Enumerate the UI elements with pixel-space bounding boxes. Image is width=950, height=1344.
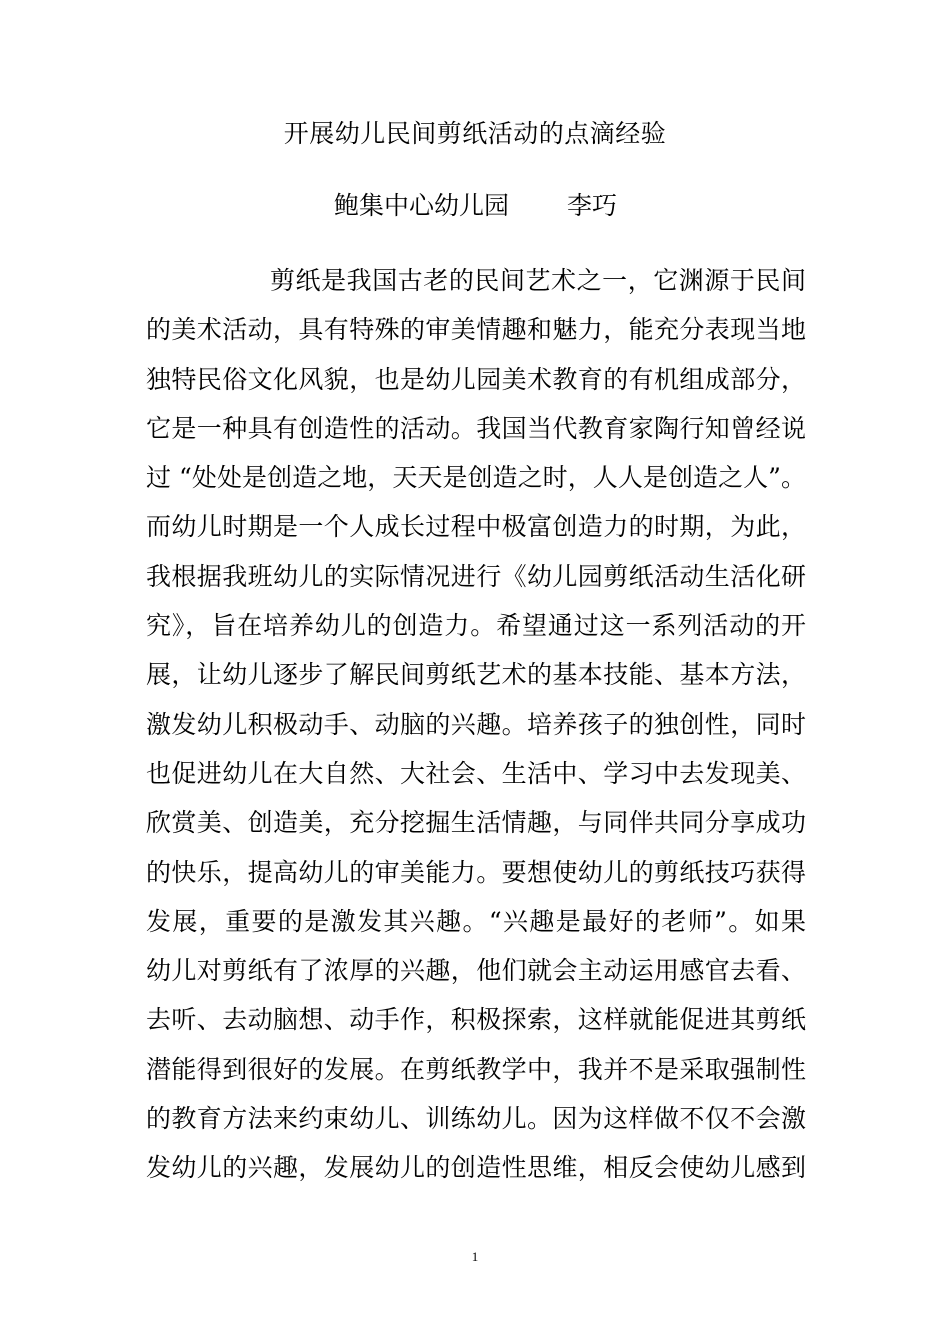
paragraph-line: 去听、去动脑想、动手作，积极探索，这样就能促进其剪纸 xyxy=(146,1005,806,1035)
paragraph-line: 而幼儿时期是一个人成长过程中极富创造力的时期，为此， xyxy=(146,512,806,542)
document-title: 开展幼儿民间剪纸活动的点滴经验 xyxy=(283,119,667,148)
paragraph-line: 也促进幼儿在大自然、大社会、生活中、学习中去发现美、 xyxy=(146,758,806,788)
paragraph-line: 发幼儿的兴趣，发展幼儿的创造性思维，相反会使幼儿感到 xyxy=(146,1153,806,1183)
paragraph-line: 欣赏美、创造美，充分挖掘生活情趣，与同伴共同分享成功 xyxy=(146,808,806,838)
paragraph-line: 剪纸是我国古老的民间艺术之一，它渊源于民间 xyxy=(270,266,806,295)
paragraph-line: 它是一种具有创造性的活动。我国当代教育家陶行知曾经说 xyxy=(146,413,806,443)
paragraph-line: 独特民俗文化风貌，也是幼儿园美术教育的有机组成部分， xyxy=(146,364,806,394)
body-paragraph xyxy=(146,256,806,1193)
paragraph-line: 的快乐，提高幼儿的审美能力。要想使幼儿的剪纸技巧获得 xyxy=(146,857,806,887)
paragraph-line: 究》，旨在培养幼儿的创造力。希望通过这一系列活动的开 xyxy=(146,611,806,641)
paragraph-line: 我根据我班幼儿的实际情况进行《幼儿园剪纸活动生活化研 xyxy=(146,561,806,591)
paragraph-line: 发展，重要的是激发其兴趣。“兴趣是最好的老师”。如果 xyxy=(146,906,806,936)
paragraph-line: 展，让幼儿逐步了解民间剪纸艺术的基本技能、基本方法， xyxy=(146,660,806,690)
byline-organization: 鲍集中心幼儿园 xyxy=(334,191,510,220)
paragraph-line: 潜能得到很好的发展。在剪纸教学中，我并不是采取强制性 xyxy=(146,1054,806,1084)
paragraph-line: 过 “处处是创造之地，天天是创造之时，人人是创造之人”。 xyxy=(146,463,806,493)
byline-author: 李巧 xyxy=(567,191,618,220)
paragraph-line: 幼儿对剪纸有了浓厚的兴趣，他们就会主动运用感官去看、 xyxy=(146,956,806,986)
byline xyxy=(334,186,617,226)
page-number: 1 xyxy=(471,1249,479,1264)
paragraph-line: 的美术活动，具有特殊的审美情趣和魅力，能充分表现当地 xyxy=(146,315,806,345)
paragraph-line: 的教育方法来约束幼儿、训练幼儿。因为这样做不仅不会激 xyxy=(146,1104,806,1134)
paragraph-line: 激发幼儿积极动手、动脑的兴趣。培养孩子的独创性，同时 xyxy=(146,709,806,739)
